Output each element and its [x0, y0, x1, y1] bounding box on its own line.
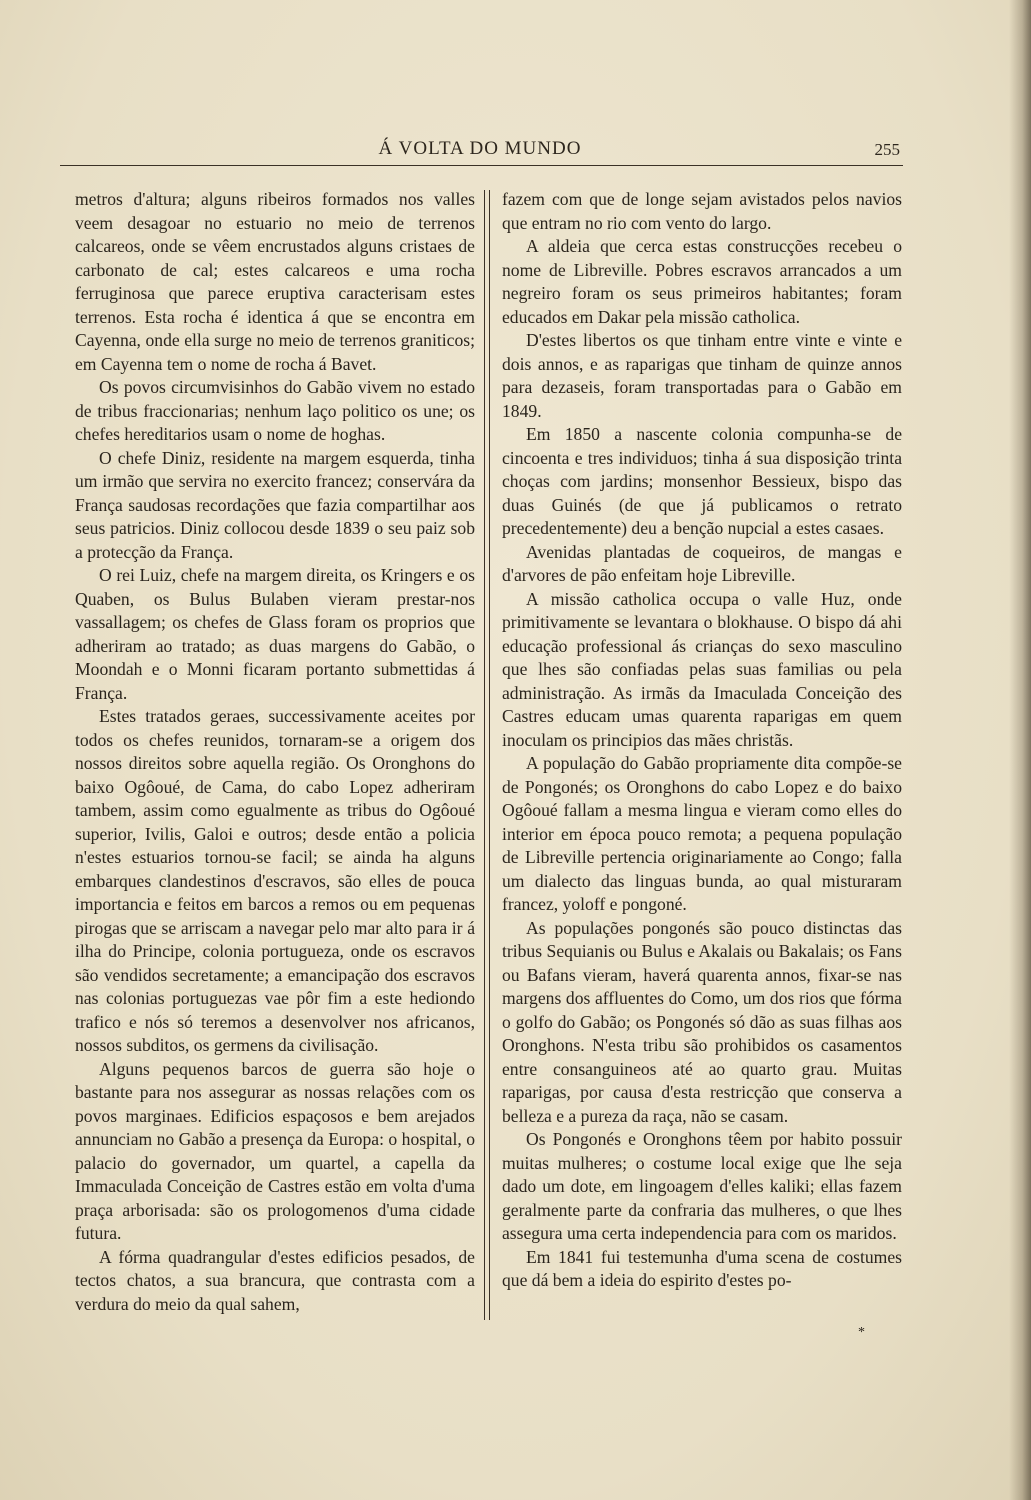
paragraph: Avenidas plantadas de coqueiros, de mangas e d'arvores de pão enfeitam hoje Libreville. — [502, 541, 902, 585]
paragraph: Alguns pequenos barcos de guerra são hoje o bastante para nos assegurar as nossas relações com os povos marginaes. Edificios espaçosos e bem arejados annunciam no Gabão a presença da Europa: o hospital, o palacio do governador, um quartel, a capella da Immaculada Conceição de Castres estão em volta d'uma praça arborisada: são os prologomenos d'uma cidade futura. — [75, 1058, 475, 1243]
paragraph: A aldeia que cerca estas construcções recebeu o nome de Libreville. Pobres escravos arrancados a um negreiro foram os seus primeiros habitantes; foram educados em Dakar pela missão catholica. — [502, 236, 902, 327]
paragraph: Em 1850 a nascente colonia compunha-se de cincoenta e tres individuos; tinha á sua disposição trinta choças com jardins; monsenhor Bessieux, bispo das duas Guinés (de que já publicamos o retrato precedentemente) deu a benção nupcial a estes casaes. — [502, 424, 902, 538]
paragraph: Os Pongonés e Oronghons têem por habito possuir muitas mulheres; o costume local exige que lhe seja dado um dote, em lingoagem d'elles kaliki; ellas fazem geralmente parte da confraria das mulheres, o que lhes assegura uma certa independencia para com os maridos. — [502, 1129, 902, 1243]
paragraph: metros d'altura; alguns ribeiros formados nos valles veem desagoar no estuario no meio de terrenos calcareos, onde se vêem encrustados alguns cristaes de carbonato de cal; estes calcareos e uma rocha ferruginosa que parece eruptiva caracterisam estes terrenos. Esta rocha é identica á que se encontra em Cayenna, onde ella surge no meio de terrenos graniticos; em Cayenna tem o nome de rocha á Bavet. — [75, 189, 475, 374]
paragraph: A missão catholica occupa o valle Huz, onde primitivamente se levantara o blokhause. O bispo dá ahi educação professional ás crianças do sexo masculino que lhes são confiadas pelas suas familias ou pela administração. As irmãs da Imaculada Conceição des Castres educam umas quarenta raparigas em quem inoculam os principios das mães christãs. — [502, 588, 902, 750]
running-header — [60, 138, 900, 164]
column-divider — [484, 190, 490, 1320]
paragraph: fazem com que de longe sejam avistados pelos navios que entram no rio com vento do largo. — [502, 189, 902, 233]
paragraph: O chefe Diniz, residente na margem esquerda, tinha um irmão que servira no exercito francez; conservára da França saudosas recordações que fazia compartilhar aos seus patricios. Diniz collocou desde 1839 o seu paiz sob a protecção da França. — [75, 447, 475, 562]
paragraph: A população do Gabão propriamente dita compõe-se de Pongonés; os Oronghons do cabo Lopez e do baixo Ogôoué fallam a mesma lingua e vieram como elles do interior em época pouco remota; a pequena população de Libreville pertencia originariamente ao Congo; falla um dialecto das linguas bunda, ao qual misturaram francez, yoloff e pongoné. — [502, 753, 902, 914]
paragraph: Os povos circumvisinhos do Gabão vivem no estado de tribus fraccionarias; nenhum laço politico os une; os chefes hereditarios usam o nome de hoghas. — [75, 377, 475, 444]
paragraph: D'estes libertos os que tinham entre vinte e vinte e dois annos, e as raparigas que tinham de quinze annos para dezaseis, foram transportadas para o Gabão em 1849. — [502, 330, 902, 421]
paragraph: O rei Luiz, chefe na margem direita, os Kringers e os Quaben, os Bulus Bulaben vieram prestar-nos vassallagem; os chefes de Glass foram os proprios que adheriram ao tratado; as duas margens do Gabão, o Moondah e o Monni ficaram portanto submettidas á França. — [75, 565, 475, 703]
running-title: Á VOLTA DO MUNDO — [378, 138, 582, 159]
signature-mark: * — [858, 1325, 865, 1340]
paragraph: Em 1841 fui testemunha d'uma scena de costumes que dá bem a ideia do espirito d'estes po- — [502, 1246, 902, 1290]
page-number: 255 — [874, 140, 900, 159]
header-rule — [60, 165, 903, 166]
right-column — [502, 188, 902, 1293]
left-column — [75, 188, 475, 1316]
paragraph: As populações pongonés são pouco distinctas das tribus Sequianis ou Bulus e Akalais ou Bakalais; os Fans ou Bafans vieram, haverá quarenta annos, fixar-se nas margens dos affluentes do Como, um dos rios que fórma o golfo do Gabão; os Pongonés só dão as suas filhas aos Oronghons. N'esta tribu são prohibidos os casamentos entre consanguineos até ao quarto grau. Muitas raparigas, por causa d'esta restricção que conserva a belleza e a pureza da raça, não se casam. — [502, 917, 902, 1126]
page-edge-shadow — [1009, 0, 1031, 1500]
paragraph: A fórma quadrangular d'estes edificios pesados, de tectos chatos, a sua brancura, que contrasta com a verdura do meio da qual sahem, — [75, 1246, 475, 1314]
paragraph: Estes tratados geraes, successivamente aceites por todos os chefes reunidos, tornaram-se a origem dos nossos direitos sobre aquella região. Os Oronghons do baixo Ogôoué, de Cama, do cabo Lopez adheriram tambem, assim como egualmente as tribus do Ogôoué superior, Ivilis, Galoi e outros; desde então a policia n'estes estuarios tornou-se facil; se ainda ha alguns embarques clandestinos d'escravos, são elles de pouca importancia e feitos em barcos a remos ou em pequenas pirogas que se arriscam a navegar pelo mar alto para ir á ilha do Principe, colonia portugueza, onde os escravos são vendidos secretamente; a emancipação dos escravos nas colonias portuguezas vae pôr fim a este hediondo trafico e nós só teremos a desenvolver nos africanos, nossos subditos, os germens da civilisação. — [75, 706, 475, 1055]
